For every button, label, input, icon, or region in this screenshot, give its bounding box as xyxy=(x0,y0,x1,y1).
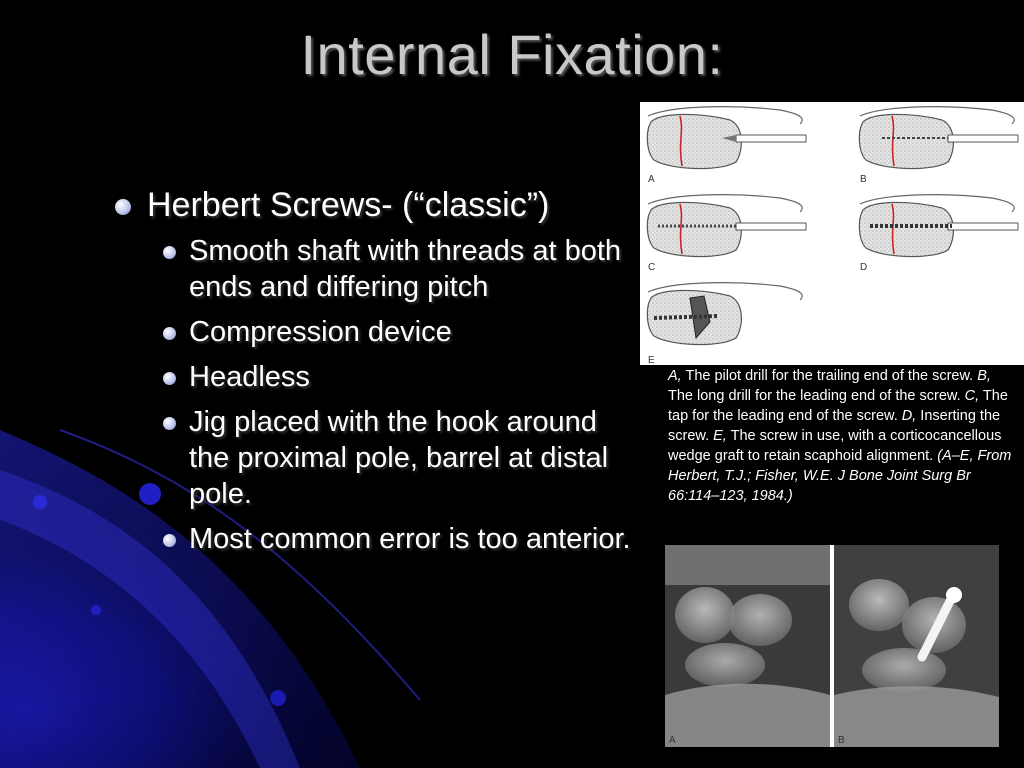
xray-b xyxy=(834,545,999,747)
panel-d xyxy=(859,195,1018,273)
panel-b xyxy=(859,107,1018,185)
caption-letter: D, xyxy=(901,408,917,424)
caption-text: The pilot drill for the trailing end of the screw. xyxy=(681,368,978,384)
panel-label: A xyxy=(648,174,655,185)
caption-letter: A, xyxy=(668,368,682,384)
bullet-dot-icon xyxy=(163,327,176,340)
sub-bullet xyxy=(161,521,635,557)
sub-bullet xyxy=(161,404,635,512)
slide-title: Internal Fixation: xyxy=(300,23,724,86)
sub-bullet xyxy=(161,314,635,350)
caption-citation: (A–E, From Herbert, T.J.; Fisher, W.E. J Bone Joint Surg Br 66:114–123, 1984.) xyxy=(668,448,1012,504)
bullet-list xyxy=(115,185,635,566)
caption-text: The long drill for the leading end of the screw. xyxy=(668,388,965,404)
sub-bullet-text: Most common error is too anterior. xyxy=(189,523,631,555)
sub-bullet-text: Compression device xyxy=(189,316,452,348)
herbert-screw-technique-diagram xyxy=(640,102,1024,365)
sub-bullet-text: Jig placed with the hook around the proximal pole, barrel at distal pole. xyxy=(189,406,609,510)
bullet-dot-icon xyxy=(163,534,176,547)
caption-text: The tap for the leading end of the screw. xyxy=(668,388,1008,424)
caption-letter: E, xyxy=(713,428,727,444)
bullet-dot-icon xyxy=(163,372,176,385)
bullet-dot-icon xyxy=(163,417,176,430)
caption-text: Inserting the screw. xyxy=(668,408,1001,444)
panel-a xyxy=(647,107,806,185)
wrist-xray-images xyxy=(665,545,999,747)
panel-label: D xyxy=(860,262,868,273)
panel-label: E xyxy=(648,355,655,365)
panel-label: C xyxy=(648,262,656,273)
panel-c xyxy=(647,195,806,273)
sub-bullet xyxy=(161,359,635,395)
xray-label: A xyxy=(669,735,676,746)
caption-letter: B, xyxy=(977,368,991,384)
sub-bullet-text: Headless xyxy=(189,361,310,393)
panel-e xyxy=(647,283,802,365)
figure-caption xyxy=(668,366,1016,506)
panel-label: B xyxy=(860,174,867,185)
bullet-herbert-screws xyxy=(115,185,635,225)
sub-bullet xyxy=(161,233,635,305)
sub-bullet-list xyxy=(115,233,635,557)
sub-bullet-text: Smooth shaft with threads at both ends and differing pitch xyxy=(189,235,622,303)
xray-a xyxy=(665,545,830,747)
xray-label: B xyxy=(838,735,845,746)
bullet-dot-icon xyxy=(163,246,176,259)
bullet-dot-icon xyxy=(115,199,131,215)
caption-letter: C, xyxy=(964,388,980,404)
bullet-text: Herbert Screws- (“classic”) xyxy=(147,186,550,224)
caption-text: The screw in use, with a corticocancellous wedge graft to retain scaphoid alignment. xyxy=(668,428,1002,464)
